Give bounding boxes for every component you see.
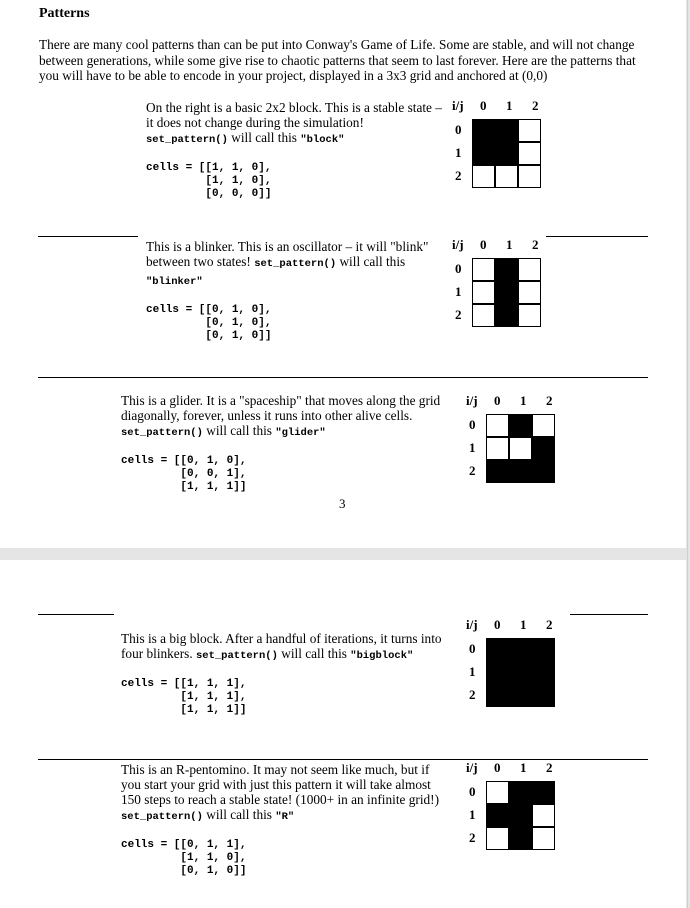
grid-cell-alive — [509, 804, 532, 827]
pattern-glider-text — [121, 393, 451, 494]
grid-row-index: 1 — [469, 440, 476, 455]
section-heading: Patterns — [39, 6, 90, 21]
grid-cell-alive — [472, 142, 495, 165]
separator-line — [38, 759, 648, 760]
separator-line — [38, 377, 648, 378]
grid-row-index: 1 — [455, 284, 462, 299]
grid-row-index: 0 — [455, 261, 462, 276]
grid-column-index: 2 — [546, 393, 553, 408]
grid-row-index: 2 — [469, 463, 476, 478]
grid-cell-alive — [486, 661, 509, 684]
grid-cell-alive — [532, 661, 555, 684]
code-block: cells = [[1, 1, 1], [1, 1, 1], [1, 1, 1]] — [121, 678, 247, 716]
grid-column-index: 2 — [532, 98, 539, 113]
description-text: On the right is a basic 2x2 block. This is a stable state – it does not change during the simulation! — [146, 100, 442, 130]
pattern-description — [146, 100, 446, 148]
pattern-name: "bigblock" — [350, 650, 414, 662]
grid-cell-alive — [509, 827, 532, 850]
pattern-description — [121, 393, 451, 441]
grid-cell-dead — [472, 258, 495, 281]
grid-column-index: 1 — [506, 237, 513, 252]
grid-column-index: 1 — [520, 617, 527, 632]
code-block: cells = [[1, 1, 0], [1, 1, 0], [0, 0, 0]] — [146, 162, 272, 200]
grid-cell-alive — [509, 460, 532, 483]
grid-cell-alive — [495, 281, 518, 304]
pattern-description — [121, 762, 451, 825]
function-name: set_pattern() — [121, 427, 203, 439]
grid-row-index: 0 — [469, 417, 476, 432]
pattern-name: "R" — [275, 811, 295, 823]
separator-line-left — [38, 614, 114, 615]
grid-corner-label: i/j — [466, 393, 478, 408]
grid-cell-dead — [518, 281, 541, 304]
intro-paragraph: There are many cool patterns than can be put into Conway's Game of Life. Some are stable, and will not change between generations, while some give rise to chaotic patterns that seem to last forever. Here are the patterns that you will have to be able to encode in your project, displayed in a 3x3 grid and anchored at (0,0) — [39, 37, 636, 83]
grid-corner-label: i/j — [452, 237, 464, 252]
pattern-bigblock-text — [121, 631, 451, 717]
grid-cell-alive — [486, 804, 509, 827]
grid-row-index: 1 — [469, 664, 476, 679]
grid-cell-dead — [532, 414, 555, 437]
grid-column-index: 0 — [480, 98, 487, 113]
grid-column-index: 0 — [494, 393, 501, 408]
grid-cell-alive — [495, 304, 518, 327]
code-block: cells = [[0, 1, 0], [0, 0, 1], [1, 1, 1]] — [121, 455, 247, 493]
grid-column-index: 1 — [506, 98, 513, 113]
pattern-name: "block" — [300, 134, 345, 146]
grid-row-index: 0 — [455, 122, 462, 137]
grid-row-index: 0 — [469, 784, 476, 799]
grid-cell-dead — [518, 304, 541, 327]
separator-line-right — [570, 614, 648, 615]
grid-cell-alive — [532, 781, 555, 804]
separator-line-left — [38, 236, 138, 237]
grid-cell-dead — [518, 142, 541, 165]
grid-row-index: 1 — [455, 145, 462, 160]
grid-corner-label: i/j — [466, 617, 478, 632]
grid-cell-alive — [532, 684, 555, 707]
grid-cell-alive — [486, 638, 509, 661]
grid-row-index: 2 — [455, 168, 462, 183]
grid-row-index: 1 — [469, 807, 476, 822]
will-call-text: will call this — [336, 254, 406, 269]
will-call-text: will call this — [227, 130, 301, 145]
grid-cell-alive — [472, 119, 495, 142]
pattern-blinker-text — [146, 239, 446, 343]
grid-cell-dead — [486, 414, 509, 437]
will-call-text: will call this — [202, 423, 276, 438]
grid-cell-dead — [509, 437, 532, 460]
function-name: set_pattern() — [146, 134, 228, 146]
grid-cell-dead — [486, 781, 509, 804]
pattern-name: "blinker" — [146, 276, 203, 288]
grid-cell-alive — [509, 414, 532, 437]
grid-cell-dead — [472, 281, 495, 304]
grid-cell-alive — [495, 258, 518, 281]
will-call-text: will call this — [277, 646, 351, 661]
grid-cell-dead — [486, 827, 509, 850]
description-text: This is an R-pentomino. It may not seem like much, but if you start your grid with just this pattern it will take almost 150 steps to reach a stable state! (1000+ in an infinite grid!) — [121, 762, 440, 807]
grid-cell-dead — [532, 804, 555, 827]
pattern-description — [121, 631, 451, 664]
grid-column-index: 0 — [494, 617, 501, 632]
grid-cell-dead — [532, 827, 555, 850]
grid-row-index: 0 — [469, 641, 476, 656]
grid-cell-alive — [509, 781, 532, 804]
grid-cell-dead — [518, 258, 541, 281]
viewer-border — [687, 0, 688, 908]
grid-column-index: 2 — [532, 237, 539, 252]
pattern-description — [146, 239, 446, 290]
grid-column-index: 0 — [480, 237, 487, 252]
grid-cell-alive — [495, 119, 518, 142]
grid-corner-label: i/j — [466, 760, 478, 775]
page-number: 3 — [339, 496, 346, 511]
pattern-name: "glider" — [275, 427, 326, 439]
grid-column-index: 1 — [520, 760, 527, 775]
grid-cell-dead — [486, 437, 509, 460]
pattern-block-text — [146, 100, 446, 201]
grid-row-index: 2 — [469, 687, 476, 702]
grid-row-index: 2 — [469, 830, 476, 845]
grid-cell-alive — [495, 142, 518, 165]
grid-column-index: 2 — [546, 760, 553, 775]
code-block: cells = [[0, 1, 1], [1, 1, 0], [0, 1, 0]] — [121, 839, 247, 877]
grid-cell-dead — [495, 165, 518, 188]
grid-cell-alive — [486, 460, 509, 483]
will-call-text: will call this — [202, 807, 276, 822]
description-text: This is a blinker. This is an oscillator – it will "blink" between two states! — [146, 239, 429, 269]
grid-cell-alive — [486, 684, 509, 707]
grid-cell-alive — [532, 460, 555, 483]
grid-cell-dead — [518, 165, 541, 188]
description-text: This is a glider. It is a "spaceship" that moves along the grid diagonally, forever, unless it runs into other alive cells. — [121, 393, 441, 423]
grid-cell-dead — [518, 119, 541, 142]
separator-line-right — [546, 236, 648, 237]
function-name: set_pattern() — [254, 258, 337, 270]
pattern-r-text — [121, 762, 451, 878]
grid-column-index: 0 — [494, 760, 501, 775]
grid-column-index: 1 — [520, 393, 527, 408]
grid-cell-alive — [509, 638, 532, 661]
grid-cell-alive — [532, 638, 555, 661]
grid-row-index: 2 — [455, 307, 462, 322]
code-block: cells = [[0, 1, 0], [0, 1, 0], [0, 1, 0]] — [146, 304, 272, 342]
function-name: set_pattern() — [195, 650, 278, 662]
grid-cell-alive — [509, 684, 532, 707]
grid-corner-label: i/j — [452, 98, 464, 113]
grid-cell-dead — [472, 304, 495, 327]
description-text: This is a big block. After a handful of iterations, it turns into four blinkers. — [121, 631, 442, 661]
function-name: set_pattern() — [121, 811, 203, 823]
grid-cell-alive — [509, 661, 532, 684]
grid-cell-alive — [532, 437, 555, 460]
grid-cell-dead — [472, 165, 495, 188]
grid-column-index: 2 — [546, 617, 553, 632]
